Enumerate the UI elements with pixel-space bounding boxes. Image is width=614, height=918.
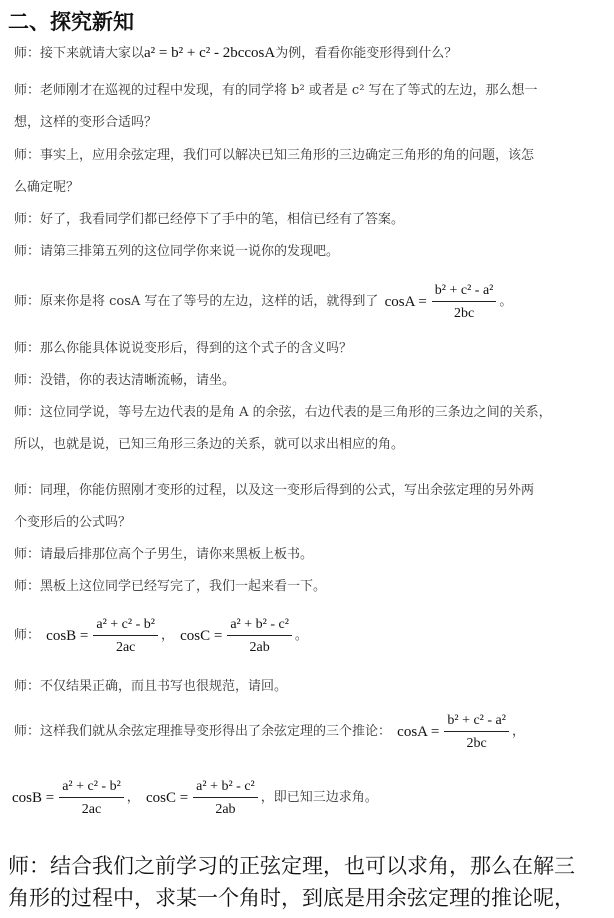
text: 。 <box>499 294 513 309</box>
text: ， <box>126 790 140 805</box>
text: 为例，看看你能变形得到什么？ <box>275 46 458 61</box>
formula-lhs: cosB = <box>12 790 55 806</box>
fraction-denominator: 2ab <box>249 640 270 655</box>
paragraph-line-with-formula <box>14 712 606 753</box>
fraction-numerator: b² + c² - a² <box>432 282 497 302</box>
text: ， <box>160 628 174 643</box>
paragraph-line: 想，这样的变形合适吗？ <box>14 115 158 130</box>
text: 师：原来你是将 cosA 写在了等号的左边，这样的话，就得到了 <box>14 294 379 309</box>
paragraph-line: 师：老师刚才在巡视的过程中发现，有的同学将 b² 或者是 c² 写在了等式的左边，那么想一 <box>14 83 538 98</box>
paragraph-line: 所以，也就是说，已知三角形三条边的关系，就可以求出相应的角。 <box>14 437 405 452</box>
text: 。 <box>294 628 308 643</box>
paragraph-line: 师：请第三排第五列的这位同学你来说一说你的发现吧。 <box>14 244 340 259</box>
text: 师：接下来就请大家以 <box>14 46 145 61</box>
fraction-denominator: 2bc <box>466 736 487 751</box>
paragraph-line: 师：不仅结果正确，而且书写也很规范，请回。 <box>14 679 288 694</box>
paragraph-line: 师：那么你能具体说说变形后，得到的这个式子的含义吗？ <box>14 341 353 356</box>
fraction-numerator: a² + c² - b² <box>59 778 124 798</box>
paragraph-line-large: 角形的过程中，求某一个角时，到底是用余弦定理的推论呢， <box>8 886 575 910</box>
paragraph-line: 师：这位同学说，等号左边代表的是角 A 的余弦，右边代表的是三角形的三条边之间的关系， <box>14 405 552 420</box>
section-heading: 二、探究新知 <box>8 10 134 34</box>
fraction-numerator: a² + b² - c² <box>193 778 258 798</box>
fraction-numerator: b² + c² - a² <box>444 712 509 732</box>
text: 师： <box>14 628 41 643</box>
formula-lhs: cosB = <box>46 628 89 644</box>
text: ，即已知三边求角。 <box>260 790 378 805</box>
formula-lhs: cosA = <box>397 724 440 740</box>
formula-lhs: cosC = <box>145 790 189 806</box>
fraction-denominator: 2ac <box>81 802 102 817</box>
paragraph-line: 个变形后的公式吗？ <box>14 515 132 530</box>
paragraph-line-with-formula <box>10 778 606 819</box>
paragraph-line: 师：好了，我看同学们都已经停下了手中的笔，相信已经有了答案。 <box>14 212 405 227</box>
fraction-cosB <box>93 616 158 656</box>
paragraph-line: 么确定呢？ <box>14 180 80 195</box>
paragraph-line: 师：黑板上这位同学已经写完了，我们一起来看一下。 <box>14 579 327 594</box>
paragraph-line: 师：没错，你的表达清晰流畅，请坐。 <box>14 373 236 388</box>
formula-lhs: cosC = <box>180 628 223 644</box>
fraction-cosA <box>432 282 497 322</box>
paragraph-line: 师：同理，你能仿照刚才变形的过程，以及这一变形后得到的公式，写出余弦定理的另外两 <box>14 483 535 498</box>
fraction-cosC <box>227 616 292 656</box>
fraction-cosA <box>444 712 509 752</box>
paragraph-line-large: 师：结合我们之前学习的正弦定理，也可以求角，那么在解三 <box>8 854 575 878</box>
fraction-numerator: a² + c² - b² <box>93 616 158 636</box>
paragraph-line-with-formula <box>14 616 606 657</box>
paragraph-line: 师：请最后排那位高个子男生，请你来黑板上板书。 <box>14 547 314 562</box>
fraction-cosC <box>193 778 258 818</box>
text: 师：这样我们就从余弦定理推导变形得出了余弦定理的三个推论： <box>14 724 392 739</box>
formula-law-of-cosines: a² = b² + c² - 2bccosA <box>144 45 276 61</box>
text: ， <box>511 724 525 739</box>
fraction-denominator: 2ab <box>215 802 236 817</box>
fraction-cosB <box>59 778 124 818</box>
formula-lhs: cosA = <box>384 294 427 310</box>
fraction-denominator: 2ac <box>115 640 136 655</box>
fraction-denominator: 2bc <box>453 306 475 321</box>
paragraph-line <box>14 44 606 63</box>
paragraph-line-with-formula <box>14 282 606 323</box>
paragraph-line: 师：事实上，应用余弦定理，我们可以解决已知三角形的三边确定三角形的角的问题，该怎 <box>14 148 535 163</box>
fraction-numerator: a² + b² - c² <box>227 616 292 636</box>
